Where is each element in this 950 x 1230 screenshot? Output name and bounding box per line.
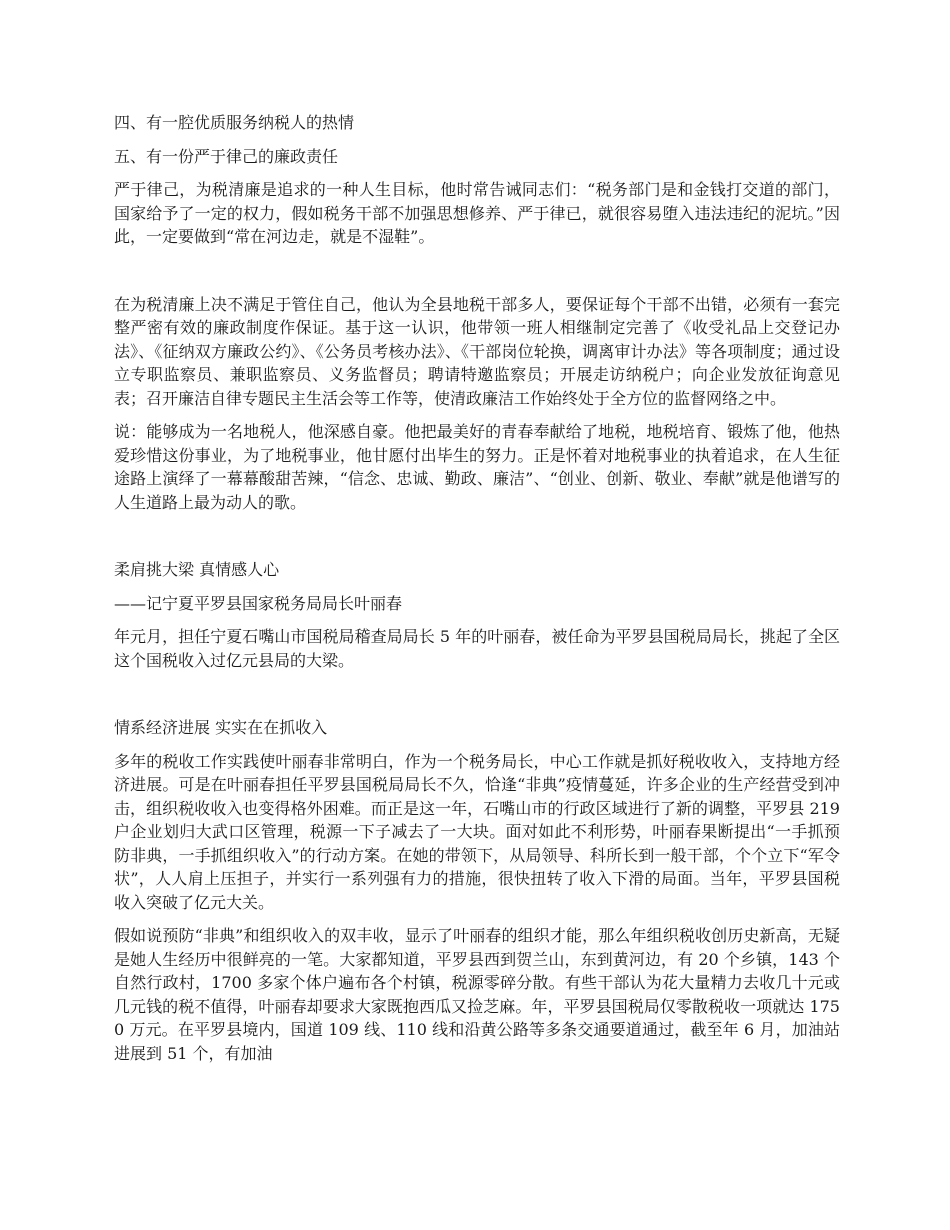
- paragraph-self-discipline: 严于律己，为税清廉是追求的一种人生目标，他时常告诫同志们：“税务部门是和金钱打交道的部门，国家给予了一定的权力，假如税务干部不加强思想修养、严于律已，就很容易堕入违法违纪的泥坑。”因此，一定要做到“常在河边走，就是不湿鞋”。: [114, 180, 840, 246]
- article-subtitle: ——记宁夏平罗县国家税务局局长叶丽春: [114, 593, 403, 613]
- paragraph-integrity-system: 在为税清廉上决不满足于管住自己，他认为全县地税干部多人，要保证每个干部不出错，必须有一套完整严密有效的廉政制度作保证。基于这一认识，他带领一班人相继制定完善了《收受礼品上交登记办法》、《征纳双方廉政公约》、《公务员考核办法》、《干部岗位轮换，调离审计办法》等各项制度；通过设立专职监察员、兼职监察员、义务监督员；聘请特邀监察员；开展走访纳税户；向企业发放征询意见表；召开廉洁自律专题民主生活会等工作等，使清政廉洁工作始终处于全方位的监督网络之中。: [114, 294, 840, 408]
- document-body: [114, 111, 840, 1065]
- section-heading-revenue: 情系经济进展 实实在在抓收入: [114, 718, 328, 737]
- paragraph-dedication: 说：能够成为一名地税人，他深感自豪。他把最美好的青春奉献给了地税，地税培育、锻炼了他，他热爱珍惜这份事业，为了地税事业，他甘愿付出毕生的努力。正是怀着对地税事业的执着追求，在人生征途路上演绎了一幕幕酸甜苦辣，“信念、忠诚、勤政、廉洁”、“创业、创新、敬业、奉献”就是他谱写的人生道路上最为动人的歌。: [114, 422, 840, 512]
- paragraph-record-revenue: 假如说预防“非典”和组织收入的双丰收，显示了叶丽春的组织才能，那么年组织税收创历史新高，无疑是她人生经历中很鲜亮的一笔。大家都知道，平罗县西到贺兰山，东到黄河边，有 20 个乡镇，143 个自然行政村，1700 多家个体户遍布各个村镇，税源零碎分散。有些干部认为花大量精力去收几十元或几元钱的税不值得，叶丽春却要求大家既抱西瓜又捡芝麻。年，平罗县国税局仅零散税收一项就达 1750 万元。在平罗县境内，国道 109 线、110 线和沿黄公路等多条交通要道通过，截至年 6 月，加油站进展到 51 个，有加油: [114, 926, 840, 1063]
- paragraph-appointment: 年元月，担任宁夏石嘴山市国税局稽查局局长 5 年的叶丽春，被任命为平罗县国税局局长，挑起了全区这个国税收入过亿元县局的大梁。: [114, 627, 840, 670]
- article-title: 柔肩挑大梁 真情感人心: [114, 560, 280, 579]
- section-heading-5: 五、有一份严于律己的廉政责任: [114, 146, 339, 166]
- paragraph-revenue-work: 多年的税收工作实践使叶丽春非常明白，作为一个税务局长，中心工作就是抓好税收收入，支持地方经济进展。可是在叶丽春担任平罗县国税局局长不久，恰逢“非典”疫情蔓延，许多企业的生产经营受到冲击，组织税收收入也变得格外困难。而正是这一年，石嘴山市的行政区域进行了新的调整，平罗县 219 户企业划归大武口区管理，税源一下子减去了一大块。面对如此不利形势，叶丽春果断提出“一手抓预防非典，一手抓组织收入”的行动方案。在她的带领下，从局领导、科所长到一般干部，个个立下“军令状”，人人肩上压担子，并实行一系列强有力的措施，很快扭转了收入下滑的局面。当年，平罗县国税收入突破了亿元大关。: [114, 751, 840, 912]
- section-heading-4: 四、有一腔优质服务纳税人的热情: [114, 113, 355, 132]
